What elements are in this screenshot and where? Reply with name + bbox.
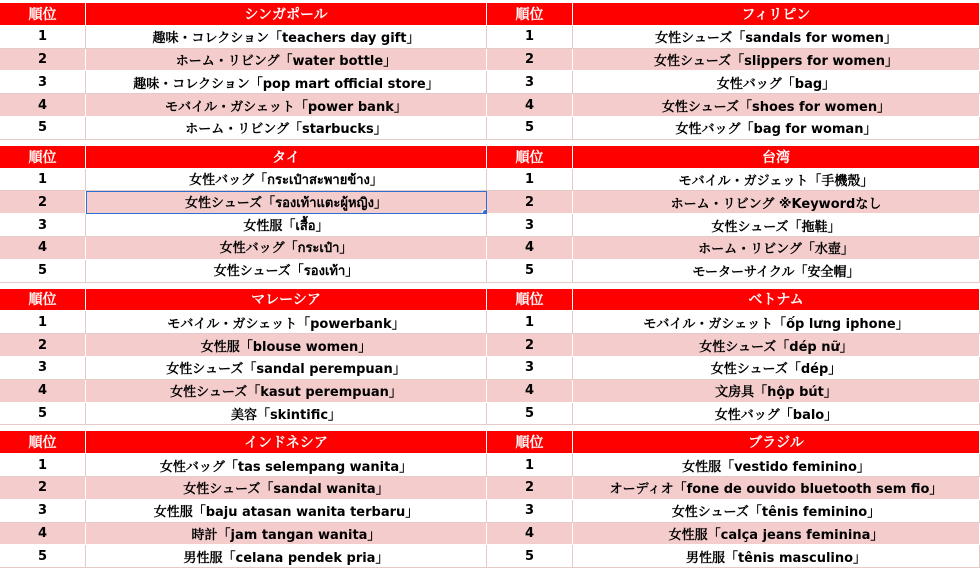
table-row	[0, 357, 487, 380]
rank-cell[interactable]: 4	[0, 380, 86, 403]
rank-cell[interactable]: 1	[487, 169, 573, 192]
keyword-cell[interactable]	[573, 117, 980, 140]
keyword-cell[interactable]	[86, 26, 487, 49]
table-row	[487, 311, 980, 334]
rank-cell[interactable]: 1	[0, 26, 86, 49]
keyword-cell[interactable]	[573, 357, 980, 380]
keyword-text: 文房具「hộp bút」	[715, 385, 837, 401]
keyword-text: 女性服「calça jeans feminina」	[668, 527, 884, 543]
keyword-cell[interactable]	[573, 311, 980, 334]
table-row	[487, 380, 980, 403]
rank-cell[interactable]: 1	[0, 454, 86, 477]
keyword-cell[interactable]	[573, 71, 980, 94]
country-header-cell[interactable]: フィリピン	[573, 3, 980, 26]
table-row	[0, 26, 487, 49]
keyword-cell[interactable]	[573, 334, 980, 357]
rank-cell[interactable]: 3	[0, 357, 86, 380]
keyword-cell[interactable]	[86, 94, 487, 117]
table-row	[0, 237, 487, 260]
keyword-cell[interactable]	[573, 500, 980, 523]
keyword-text: モバイル・ガシェット「power bank」	[165, 99, 407, 115]
country-header-cell[interactable]: タイ	[86, 146, 487, 169]
country-ranking-block	[0, 431, 980, 568]
keyword-cell[interactable]	[86, 500, 487, 523]
rank-header-cell[interactable]: 順位	[487, 3, 573, 26]
table-row	[0, 191, 487, 214]
rank-cell[interactable]: 2	[487, 334, 573, 357]
country-header-cell[interactable]: シンガポール	[86, 3, 487, 26]
rank-cell[interactable]: 5	[487, 117, 573, 140]
rank-cell[interactable]: 5	[0, 403, 86, 426]
keyword-cell[interactable]	[86, 260, 487, 283]
keyword-text: 女性シューズ「dép nữ」	[699, 339, 853, 355]
keyword-text: 女性服「เสื้อ」	[243, 218, 329, 234]
keyword-text: 女性服「baju atasan wanita terbaru」	[153, 505, 419, 521]
keyword-cell[interactable]	[86, 380, 487, 403]
rank-cell[interactable]: 5	[0, 117, 86, 140]
table-row	[0, 94, 487, 117]
rank-cell[interactable]: 2	[487, 49, 573, 72]
table-row	[487, 191, 980, 214]
keyword-cell[interactable]	[573, 94, 980, 117]
keyword-cell[interactable]	[86, 477, 487, 500]
keyword-text: 美容「skintific」	[230, 407, 342, 423]
rank-cell[interactable]: 3	[487, 214, 573, 237]
keyword-text: 女性バッグ「bag」	[716, 76, 836, 92]
table-row	[487, 545, 980, 568]
keyword-cell[interactable]	[573, 260, 980, 283]
keyword-text: 男性服「celana pendek pria」	[183, 550, 389, 566]
rank-cell[interactable]: 1	[487, 311, 573, 334]
table-row	[0, 169, 487, 192]
keyword-cell[interactable]	[86, 311, 487, 334]
rank-header-cell[interactable]: 順位	[0, 289, 86, 312]
right-country-table	[487, 3, 980, 140]
keyword-text: ホーム・リビング ※Keywordなし	[670, 196, 882, 212]
keyword-cell[interactable]	[86, 523, 487, 546]
keyword-cell[interactable]	[573, 169, 980, 192]
table-row	[487, 523, 980, 546]
rank-cell[interactable]: 4	[0, 237, 86, 260]
keyword-text: ホーム・リビング「water bottle」	[175, 53, 397, 69]
rank-cell[interactable]: 2	[0, 49, 86, 72]
table-row	[487, 49, 980, 72]
rank-cell[interactable]: 5	[487, 545, 573, 568]
country-header-cell[interactable]: インドネシア	[86, 431, 487, 454]
table-row	[0, 71, 487, 94]
right-country-table	[487, 146, 980, 283]
keyword-cell[interactable]	[86, 454, 487, 477]
table-row	[487, 500, 980, 523]
keyword-text: 女性バッグ「กระเป๋า」	[219, 241, 353, 257]
rank-cell[interactable]: 2	[0, 334, 86, 357]
rank-cell[interactable]: 4	[487, 237, 573, 260]
rank-cell[interactable]: 2	[0, 477, 86, 500]
rank-cell[interactable]: 3	[487, 500, 573, 523]
keyword-cell[interactable]	[86, 237, 487, 260]
keyword-text: 男性服「tênis masculino」	[685, 550, 867, 566]
keyword-cell[interactable]	[573, 49, 980, 72]
rank-header-cell[interactable]: 順位	[0, 3, 86, 26]
keyword-cell[interactable]	[86, 49, 487, 72]
rank-cell[interactable]: 2	[487, 477, 573, 500]
table-row	[487, 237, 980, 260]
keyword-text: 女性シューズ「拖鞋」	[711, 219, 841, 235]
table-row	[487, 477, 980, 500]
keyword-cell[interactable]	[573, 214, 980, 237]
keyword-text: 女性シューズ「slippers for women」	[654, 53, 898, 69]
keyword-text: オーディオ「fone de ouvido bluetooth sem fio」	[609, 482, 943, 498]
keyword-text: 女性シューズ「dép」	[710, 362, 842, 378]
keyword-text: 女性服「vestido feminino」	[682, 459, 870, 475]
keyword-text: ホーム・リビング「starbucks」	[185, 122, 387, 138]
keyword-text: 女性シューズ「kasut perempuan」	[170, 385, 402, 401]
keyword-text: 女性シューズ「รองเท้า」	[213, 264, 359, 280]
table-row	[0, 334, 487, 357]
keyword-text: 女性シューズ「รองเท้าแตะผู้หญิง」	[185, 195, 387, 211]
table-header-row	[0, 289, 487, 312]
rank-header-cell[interactable]: 順位	[0, 431, 86, 454]
rank-cell[interactable]: 1	[487, 454, 573, 477]
rank-cell[interactable]: 5	[487, 403, 573, 426]
rank-cell[interactable]: 2	[487, 191, 573, 214]
country-header-cell[interactable]: ブラジル	[573, 431, 980, 454]
left-country-table	[0, 146, 487, 283]
rank-cell[interactable]: 4	[0, 523, 86, 546]
country-ranking-block	[0, 146, 980, 283]
country-header-cell[interactable]: 台湾	[573, 146, 980, 169]
keyword-text: 女性シューズ「sandal perempuan」	[166, 362, 406, 378]
keyword-text: 女性シューズ「shoes for women」	[661, 99, 891, 115]
keyword-text: 趣味・コレクション「teachers day gift」	[152, 31, 420, 47]
keyword-cell[interactable]	[86, 117, 487, 140]
keyword-cell[interactable]	[573, 380, 980, 403]
keyword-cell[interactable]	[573, 191, 980, 214]
table-row	[487, 260, 980, 283]
rank-cell[interactable]: 5	[0, 260, 86, 283]
keyword-cell[interactable]	[86, 169, 487, 192]
rank-cell[interactable]: 4	[487, 380, 573, 403]
keyword-text: 女性服「blouse women」	[200, 339, 372, 355]
table-row	[0, 214, 487, 237]
keyword-cell[interactable]	[573, 237, 980, 260]
table-row	[0, 500, 487, 523]
rank-header-cell[interactable]: 順位	[0, 146, 86, 169]
rank-cell[interactable]: 3	[0, 71, 86, 94]
rank-cell[interactable]: 4	[487, 523, 573, 546]
table-row	[487, 214, 980, 237]
keyword-cell[interactable]	[86, 403, 487, 426]
rank-header-cell[interactable]: 順位	[487, 431, 573, 454]
rank-cell[interactable]: 3	[487, 71, 573, 94]
keyword-text: 女性バッグ「balo」	[714, 407, 838, 423]
table-row	[0, 311, 487, 334]
table-header-row	[487, 289, 980, 312]
table-row	[0, 49, 487, 72]
keyword-text: モバイル・ガシェット「ốp lưng iphone」	[643, 316, 909, 332]
table-row	[0, 545, 487, 568]
keyword-text: ホーム・リビング「水壺」	[698, 242, 854, 258]
right-country-table	[487, 431, 980, 568]
table-header-row	[0, 146, 487, 169]
table-row	[0, 117, 487, 140]
table-row	[487, 94, 980, 117]
keyword-text: 女性バッグ「กระเป๋าสะพายข้าง」	[189, 172, 383, 188]
keyword-cell-selected[interactable]	[86, 191, 487, 214]
table-row	[0, 380, 487, 403]
right-country-table	[487, 289, 980, 426]
keyword-cell[interactable]	[86, 334, 487, 357]
rank-header-cell[interactable]: 順位	[487, 146, 573, 169]
table-header-row	[487, 146, 980, 169]
keyword-cell[interactable]	[573, 26, 980, 49]
keyword-text: 女性バッグ「bag for woman」	[675, 122, 877, 138]
keyword-cell[interactable]	[573, 454, 980, 477]
table-row	[487, 169, 980, 192]
rank-cell[interactable]: 3	[487, 357, 573, 380]
ranking-spreadsheet	[0, 3, 980, 568]
country-header-cell[interactable]: ベトナム	[573, 289, 980, 312]
table-header-row	[0, 431, 487, 454]
left-country-table	[0, 3, 487, 140]
table-row	[0, 477, 487, 500]
table-header-row	[0, 3, 487, 26]
table-row	[487, 454, 980, 477]
left-country-table	[0, 289, 487, 426]
keyword-cell[interactable]	[573, 523, 980, 546]
rank-cell[interactable]: 1	[0, 169, 86, 192]
keyword-text: 時計「jam tangan wanita」	[191, 527, 381, 543]
table-header-row	[487, 431, 980, 454]
rank-cell[interactable]: 4	[0, 94, 86, 117]
fill-handle[interactable]	[482, 209, 487, 214]
keyword-text: 女性シューズ「tênis feminino」	[671, 505, 881, 521]
rank-cell[interactable]: 5	[487, 260, 573, 283]
table-row	[0, 523, 487, 546]
country-ranking-block	[0, 3, 980, 140]
table-row	[0, 260, 487, 283]
rank-cell[interactable]: 1	[487, 26, 573, 49]
table-row	[487, 334, 980, 357]
rank-cell[interactable]: 1	[0, 311, 86, 334]
rank-cell[interactable]: 5	[0, 545, 86, 568]
table-row	[0, 454, 487, 477]
rank-cell[interactable]: 2	[0, 191, 86, 214]
keyword-cell[interactable]	[573, 545, 980, 568]
keyword-text: モバイル・ガシェット「powerbank」	[167, 316, 405, 332]
keyword-cell[interactable]	[86, 545, 487, 568]
keyword-text: 女性シューズ「sandal wanita」	[183, 482, 389, 498]
keyword-text: 女性バッグ「tas selempang wanita」	[159, 459, 413, 475]
keyword-cell[interactable]	[86, 357, 487, 380]
keyword-text: 女性シューズ「sandals for women」	[655, 31, 897, 47]
rank-header-cell[interactable]: 順位	[487, 289, 573, 312]
keyword-text: 趣味・コレクション「pop mart official store」	[133, 76, 439, 92]
keyword-text: モーターサイクル「安全帽」	[692, 265, 860, 281]
keyword-text: モバイル・ガジェット「手機殼」	[678, 173, 874, 189]
table-row	[0, 403, 487, 426]
table-header-row	[487, 3, 980, 26]
table-row	[487, 117, 980, 140]
rank-cell[interactable]: 3	[0, 500, 86, 523]
keyword-cell[interactable]	[86, 71, 487, 94]
country-header-cell[interactable]: マレーシア	[86, 289, 487, 312]
country-ranking-block	[0, 289, 980, 426]
left-country-table	[0, 431, 487, 568]
keyword-cell[interactable]	[86, 214, 487, 237]
table-row	[487, 403, 980, 426]
keyword-cell[interactable]	[573, 403, 980, 426]
table-row	[487, 71, 980, 94]
rank-cell[interactable]: 4	[487, 94, 573, 117]
keyword-cell[interactable]	[573, 477, 980, 500]
table-row	[487, 357, 980, 380]
rank-cell[interactable]: 3	[0, 214, 86, 237]
table-row	[487, 26, 980, 49]
